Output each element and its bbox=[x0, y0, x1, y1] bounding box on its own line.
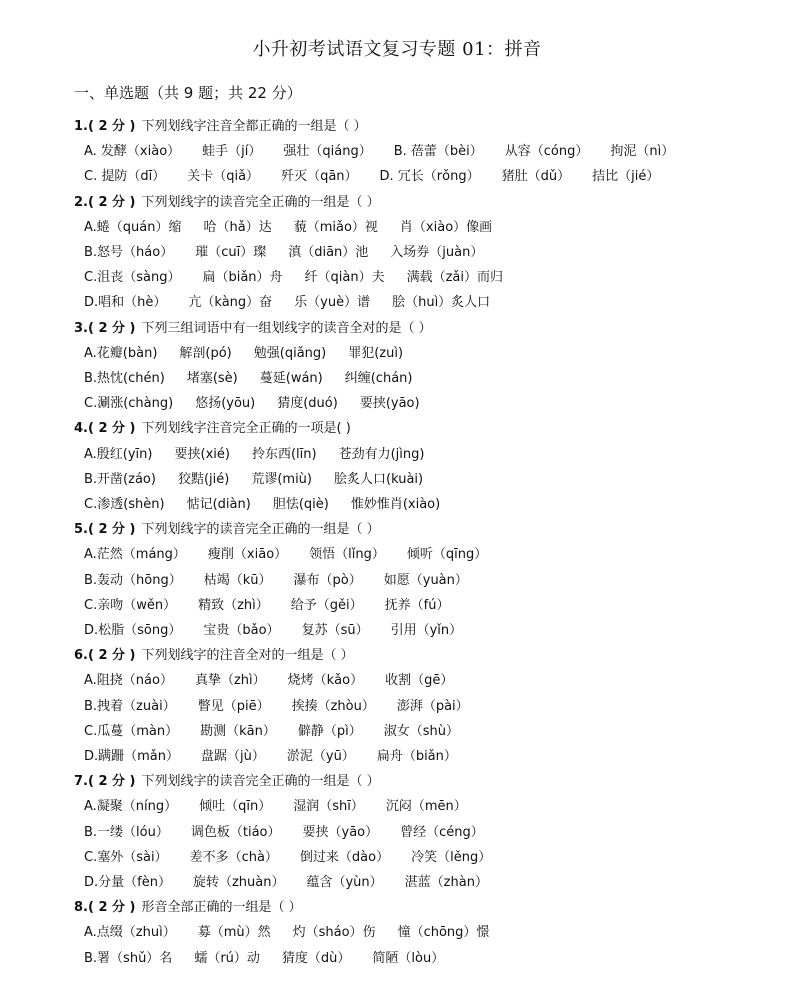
option-item: 扁舟（biǎn） bbox=[376, 749, 457, 764]
option-row bbox=[84, 470, 784, 490]
question-7 bbox=[74, 772, 774, 792]
option-item: 精致（zhì） bbox=[198, 597, 269, 613]
option-item: 沉闷（mēn） bbox=[385, 799, 467, 815]
option-item: 纤（qiàn）夫 bbox=[304, 270, 385, 286]
option-item: 宝贵（bǎo） bbox=[203, 623, 280, 638]
option-row bbox=[84, 848, 784, 868]
question-score: ( 2 分 ) bbox=[87, 774, 136, 790]
option-item: B.一缕（lóu） bbox=[84, 824, 169, 840]
option-item: 胆怯(qiè) bbox=[272, 497, 329, 512]
question-score: ( 2 分 ) bbox=[87, 119, 136, 134]
option-row bbox=[84, 394, 784, 414]
option-row bbox=[84, 545, 784, 565]
option-item: 蔓延(wán) bbox=[259, 371, 323, 386]
option-item: 乐（yuè）谱 bbox=[294, 295, 371, 311]
option-item: 蕴含（yùn） bbox=[306, 875, 383, 890]
option-row bbox=[84, 142, 784, 162]
question-stem: 下列划线字注音全都正确的一组是（ ） bbox=[141, 119, 367, 134]
option-item: 哈（hǎ）达 bbox=[203, 219, 272, 235]
question-stem: 下列划线字注音完全正确的一项是( ) bbox=[141, 421, 351, 437]
option-item: 引用（yǐn） bbox=[390, 623, 463, 638]
option-item: A.殷红(yīn) bbox=[84, 446, 153, 462]
option-item: 拮比（jié） bbox=[592, 169, 660, 185]
option-item: 要挟(xié) bbox=[174, 446, 230, 462]
option-item: D.松脂（sōng） bbox=[84, 623, 182, 638]
option-item: 蛙手（jí） bbox=[202, 144, 262, 160]
option-item: 惦记(diàn) bbox=[186, 497, 251, 512]
option-item: 藐（miǎo）视 bbox=[293, 219, 378, 235]
option-row bbox=[84, 293, 784, 313]
option-item: 璀（cuī）璨 bbox=[195, 245, 267, 260]
question-number: 6. bbox=[74, 648, 88, 664]
option-row bbox=[84, 873, 784, 893]
option-item: D. 冗长（rǒng） bbox=[379, 169, 480, 185]
question-1 bbox=[74, 117, 774, 137]
question-score: ( 2 分 ) bbox=[87, 522, 136, 538]
option-item: 淑女（shù） bbox=[383, 723, 459, 739]
option-item: C.渗透(shèn) bbox=[84, 497, 165, 512]
option-item: 冷笑（lěng） bbox=[411, 849, 492, 865]
option-row bbox=[84, 596, 784, 616]
question-stem: 下列划线字的注音全对的一组是（ ） bbox=[141, 648, 354, 664]
question-number: 3. bbox=[74, 320, 88, 336]
option-item: 脍炙人口(kuài) bbox=[334, 471, 424, 487]
option-row bbox=[84, 923, 784, 943]
option-row bbox=[84, 268, 784, 288]
option-item: A.蜷（quán）缩 bbox=[84, 219, 182, 235]
option-item: 蠕（rú）动 bbox=[194, 950, 260, 966]
option-row bbox=[84, 697, 784, 717]
question-score: ( 2 分 ) bbox=[87, 421, 136, 437]
option-item: 歼灭（qān） bbox=[281, 169, 358, 185]
option-item: A.茫然（máng） bbox=[84, 547, 186, 563]
option-item: A.凝聚（níng） bbox=[84, 799, 178, 815]
option-item: 苍劲有力(jìng) bbox=[338, 446, 425, 462]
option-item: C. 提防（dī） bbox=[84, 169, 166, 185]
option-item: D.蹒跚（mǎn） bbox=[84, 749, 180, 764]
option-item: B.开凿(záo) bbox=[84, 471, 156, 487]
option-item: 狡黠(jié) bbox=[177, 471, 230, 487]
option-item: 倒过来（dào） bbox=[299, 849, 390, 865]
option-item: D.分量（fèn） bbox=[84, 875, 171, 890]
option-row bbox=[84, 445, 784, 465]
option-item: B.轰动（hōng） bbox=[84, 572, 182, 588]
option-row bbox=[84, 369, 784, 389]
option-item: B.怒号（háo） bbox=[84, 245, 174, 260]
question-number: 1. bbox=[74, 119, 88, 134]
question-3 bbox=[74, 319, 774, 339]
option-item: 澎湃（pài） bbox=[396, 698, 469, 714]
question-stem: 下列划线字的读音完全正确的一组是（ ） bbox=[141, 774, 380, 790]
option-item: B.署（shǔ）名 bbox=[84, 950, 173, 966]
option-item: 脍（huì）炙人口 bbox=[392, 295, 491, 311]
option-item: 拘泥（nì） bbox=[610, 144, 675, 160]
option-item: 旋转（zhuàn） bbox=[192, 875, 285, 890]
option-item: C.塞外（sài） bbox=[84, 849, 168, 865]
option-item: 强壮（qiáng） bbox=[283, 144, 372, 160]
option-row bbox=[84, 571, 784, 591]
option-item: C.瓜蔓（màn） bbox=[84, 723, 179, 739]
question-stem: 下列划线字的读音完全正确的一组是（ ） bbox=[141, 194, 380, 210]
question-6 bbox=[74, 646, 774, 666]
option-item: C.沮丧（sàng） bbox=[84, 270, 181, 286]
option-item: 枯竭（kū） bbox=[203, 572, 272, 588]
option-item: 猜度(duó) bbox=[277, 396, 338, 412]
option-item: 抚养（fú） bbox=[384, 597, 450, 613]
option-row bbox=[84, 722, 784, 742]
option-item: 倾吐（qīn） bbox=[199, 799, 272, 815]
option-row bbox=[84, 495, 784, 515]
option-item: 瘦削（xiāo） bbox=[207, 547, 288, 563]
option-item: 僻静（pì） bbox=[297, 723, 362, 739]
option-row bbox=[84, 621, 784, 641]
option-item: 纠缠(chán) bbox=[344, 371, 413, 386]
option-item: A.花瓣(bàn) bbox=[84, 345, 158, 361]
option-item: 猪肚（dǔ） bbox=[501, 169, 571, 185]
option-item: B.热忱(chén) bbox=[84, 371, 165, 386]
question-score: ( 2 分 ) bbox=[87, 194, 136, 210]
question-8 bbox=[74, 898, 774, 918]
option-item: 惟妙惟肖(xiào) bbox=[350, 497, 441, 512]
question-stem: 形音全部正确的一组是（ ） bbox=[141, 900, 302, 916]
option-item: 解剖(pó) bbox=[179, 345, 232, 361]
option-item: 勉强(qiǎng) bbox=[253, 345, 327, 361]
question-number: 4. bbox=[74, 421, 88, 437]
option-item: 曾经（céng） bbox=[400, 824, 484, 840]
option-item: 猜度（dù） bbox=[281, 950, 351, 966]
option-item: 满载（zǎi）而归 bbox=[406, 270, 504, 286]
option-item: 差不多（chà） bbox=[189, 849, 278, 865]
option-item: 烧烤（kǎo） bbox=[287, 673, 364, 689]
option-item: B. 蓓蕾（bèi） bbox=[393, 144, 483, 160]
option-row bbox=[84, 218, 784, 238]
option-row bbox=[84, 823, 784, 843]
option-item: 肖（xiào）像画 bbox=[399, 219, 493, 235]
option-item: 要挟(yāo) bbox=[359, 396, 420, 412]
question-number: 2. bbox=[74, 194, 88, 210]
option-item: 湛蓝（zhàn） bbox=[404, 875, 488, 890]
question-5 bbox=[74, 520, 774, 540]
section-heading: 一、单选题（共 9 题；共 22 分） bbox=[74, 84, 302, 102]
option-item: C.亲吻（wěn） bbox=[84, 597, 177, 613]
option-item: 扁（biǎn）舟 bbox=[202, 270, 283, 286]
option-item: 罪犯(zuì) bbox=[348, 345, 404, 361]
option-row bbox=[84, 243, 784, 263]
option-item: 募（mù）然 bbox=[197, 925, 271, 941]
option-item: 亢（kàng）奋 bbox=[188, 295, 273, 311]
question-stem: 下列三组词语中有一组划线字的读音全对的是（ ） bbox=[141, 320, 432, 336]
option-item: C.涮涨(chàng) bbox=[84, 396, 174, 412]
option-item: B.拽着（zuài） bbox=[84, 698, 176, 714]
option-item: 要挟（yāo） bbox=[302, 824, 379, 840]
option-item: 堵塞(sè) bbox=[186, 371, 238, 386]
option-item: 盘踞（jù） bbox=[201, 749, 265, 764]
option-row bbox=[84, 747, 784, 767]
option-row bbox=[84, 949, 784, 969]
option-item: 倾听（qīng） bbox=[406, 547, 488, 563]
option-row bbox=[84, 797, 784, 817]
option-item: 简陋（lòu） bbox=[372, 950, 445, 966]
option-item: 淤泥（yū） bbox=[286, 749, 355, 764]
option-item: 荒谬(miù) bbox=[251, 471, 312, 487]
question-number: 5. bbox=[74, 522, 88, 538]
option-item: 如愿（yuàn） bbox=[383, 572, 468, 588]
option-item: 收割（gē） bbox=[385, 673, 454, 689]
question-number: 7. bbox=[74, 774, 88, 790]
option-item: 滇（diān）池 bbox=[288, 245, 369, 260]
page-title: 小升初考试语文复习专题 01：拼音 bbox=[252, 39, 542, 60]
option-item: 入场券（juàn） bbox=[390, 245, 484, 260]
option-item: 给予（gěi） bbox=[290, 597, 363, 613]
option-item: A.阻挠（náo） bbox=[84, 673, 173, 689]
option-row bbox=[84, 167, 784, 187]
option-item: 瞥见（piē） bbox=[197, 698, 270, 714]
option-item: 瀑布（pò） bbox=[293, 572, 362, 588]
option-item: 挨揍（zhòu） bbox=[291, 698, 375, 714]
option-item: 关卡（qiǎ） bbox=[187, 169, 260, 185]
question-score: ( 2 分 ) bbox=[87, 648, 136, 664]
option-item: 领悟（lǐng） bbox=[309, 547, 385, 563]
option-row bbox=[84, 671, 784, 691]
question-2 bbox=[74, 193, 774, 213]
option-item: 复苏（sū） bbox=[301, 623, 369, 638]
option-item: 湿润（shī） bbox=[293, 799, 364, 815]
option-item: 从容（cóng） bbox=[504, 144, 589, 160]
option-item: D.唱和（hè） bbox=[84, 295, 167, 311]
option-item: 憧（chōng）憬 bbox=[397, 925, 490, 941]
question-score: ( 2 分 ) bbox=[87, 320, 136, 336]
option-item: 灼（sháo）伤 bbox=[292, 925, 376, 941]
option-item: 悠扬(yōu) bbox=[195, 396, 256, 412]
option-item: 真挚（zhì） bbox=[194, 673, 266, 689]
question-score: ( 2 分 ) bbox=[87, 900, 136, 916]
question-stem: 下列划线字的读音完全正确的一组是（ ） bbox=[141, 522, 380, 538]
question-4 bbox=[74, 419, 774, 439]
option-item: 勘测（kān） bbox=[200, 723, 276, 739]
option-item: 调色板（tiáo） bbox=[190, 824, 281, 840]
option-item: A. 发酵（xiào） bbox=[84, 144, 181, 160]
option-item: 拎东西(līn) bbox=[251, 446, 317, 462]
option-row bbox=[84, 344, 784, 364]
option-item: A.点缀（zhuì） bbox=[84, 925, 176, 941]
question-number: 8. bbox=[74, 900, 88, 916]
